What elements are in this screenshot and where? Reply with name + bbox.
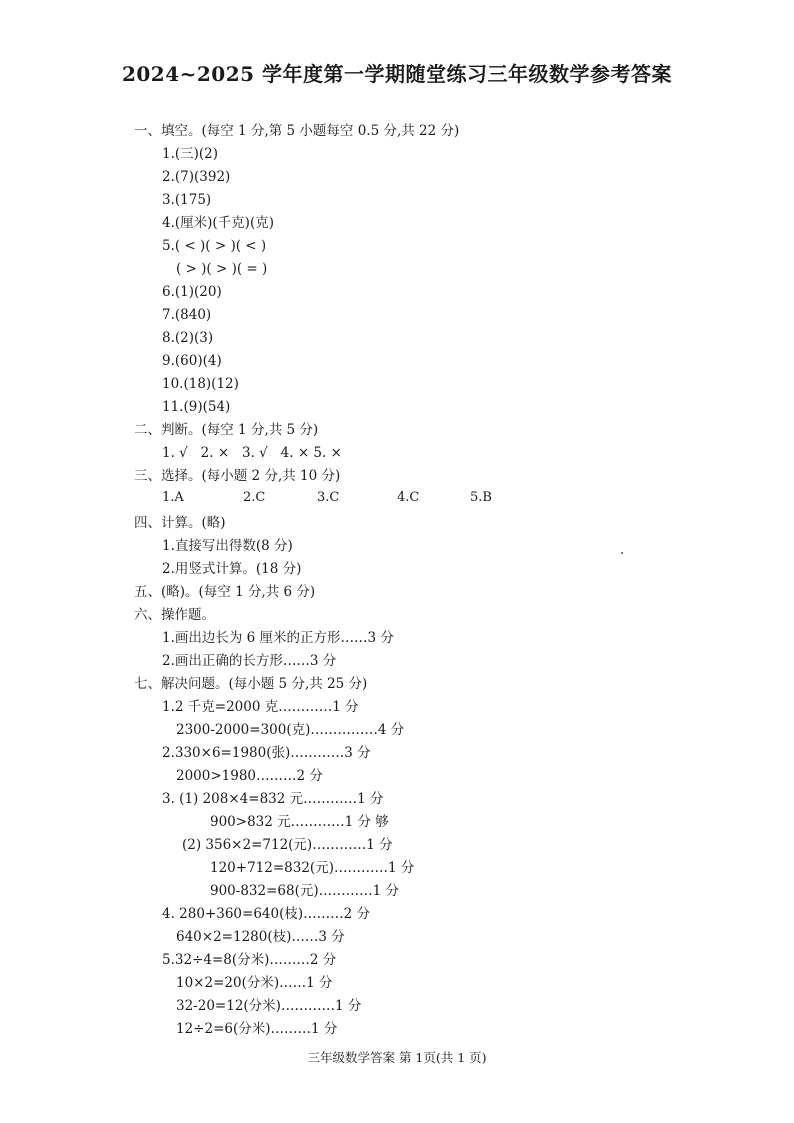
answer-line: 2.画出正确的长方形……3 分 <box>162 653 337 669</box>
choice-answer: 3.C <box>317 490 340 505</box>
choice-answer: 4.C <box>397 490 420 505</box>
answer-line: 4. 280+360=640(枝)………2 分 <box>162 906 371 922</box>
choice-answer: 2.C <box>243 490 266 505</box>
answer-line: 900>832 元…………1 分 够 <box>210 814 389 830</box>
answer-line: 3. (1) 208×4=832 元…………1 分 <box>162 791 384 807</box>
answer-line: 2300-2000=300(克)……………4 分 <box>176 722 405 738</box>
answer-line: 3.(175) <box>162 192 212 208</box>
page-title: 2024~2025 学年度第一学期随堂练习三年级数学参考答案 <box>121 62 673 86</box>
answer-line: ( > )( > )( = ) <box>176 261 268 277</box>
answer-line: 11.(9)(54) <box>162 399 231 415</box>
choice-answer: 1.A <box>162 490 184 505</box>
answer-line: 640×2=1280(枝)……3 分 <box>176 929 345 945</box>
page-footer: 三年级数学答案 第 1页(共 1 页) <box>307 1050 487 1065</box>
answer-line: 10×2=20(分米)……1 分 <box>176 975 333 991</box>
answer-line: 2.330×6=1980(张)…………3 分 <box>162 745 371 761</box>
answer-line: (2) 356×2=712(元)…………1 分 <box>182 837 393 853</box>
section-5-heading: 五、(略)。(每空 1 分,共 6 分) <box>134 584 316 600</box>
answer-line: 9.(60)(4) <box>162 353 222 369</box>
answer-line: 2.用竖式计算。(18 分) <box>162 561 302 577</box>
section-6-heading: 六、操作题。 <box>134 607 215 623</box>
answer-line: 4.(厘米)(千克)(克) <box>162 215 274 231</box>
answer-line: 12÷2=6(分米)………1 分 <box>176 1021 338 1037</box>
answer-line: 1.2 千克=2000 克…………1 分 <box>162 699 359 715</box>
answer-line: 120+712=832(元)…………1 分 <box>210 860 415 876</box>
answer-line: 6.(1)(20) <box>162 284 222 300</box>
section-4-heading: 四、计算。(略) <box>134 515 226 531</box>
answer-line: 5.( < )( > )( < ) <box>162 238 267 254</box>
choice-answer: 5.B <box>470 490 492 505</box>
answer-line: 1. √ 2. × 3. √ 4. × 5. × <box>162 445 342 461</box>
answer-line: 7.(840) <box>162 307 212 323</box>
answer-line: 8.(2)(3) <box>162 330 214 346</box>
answer-line: 32-20=12(分米)…………1 分 <box>176 998 362 1014</box>
answer-line: 2000>1980………2 分 <box>176 768 323 784</box>
answer-line: 1.画出边长为 6 厘米的正方形……3 分 <box>162 630 394 646</box>
section-7-heading: 七、解决问题。(每小题 5 分,共 25 分) <box>134 676 368 692</box>
section-3-heading: 三、选择。(每小题 2 分,共 10 分) <box>134 468 341 484</box>
section-1-heading: 一、填空。(每空 1 分,第 5 小题每空 0.5 分,共 22 分) <box>134 123 460 139</box>
scan-speck <box>621 552 623 554</box>
answer-line: 900-832=68(元)…………1 分 <box>210 883 399 899</box>
answer-line: 10.(18)(12) <box>162 376 239 392</box>
answer-line: 2.(7)(392) <box>162 169 231 185</box>
answer-line: 1.直接写出得数(8 分) <box>162 538 293 554</box>
section-2-heading: 二、判断。(每空 1 分,共 5 分) <box>134 422 319 438</box>
answer-line: 1.(三)(2) <box>162 146 219 162</box>
answer-line: 5.32÷4=8(分米)………2 分 <box>162 952 337 968</box>
